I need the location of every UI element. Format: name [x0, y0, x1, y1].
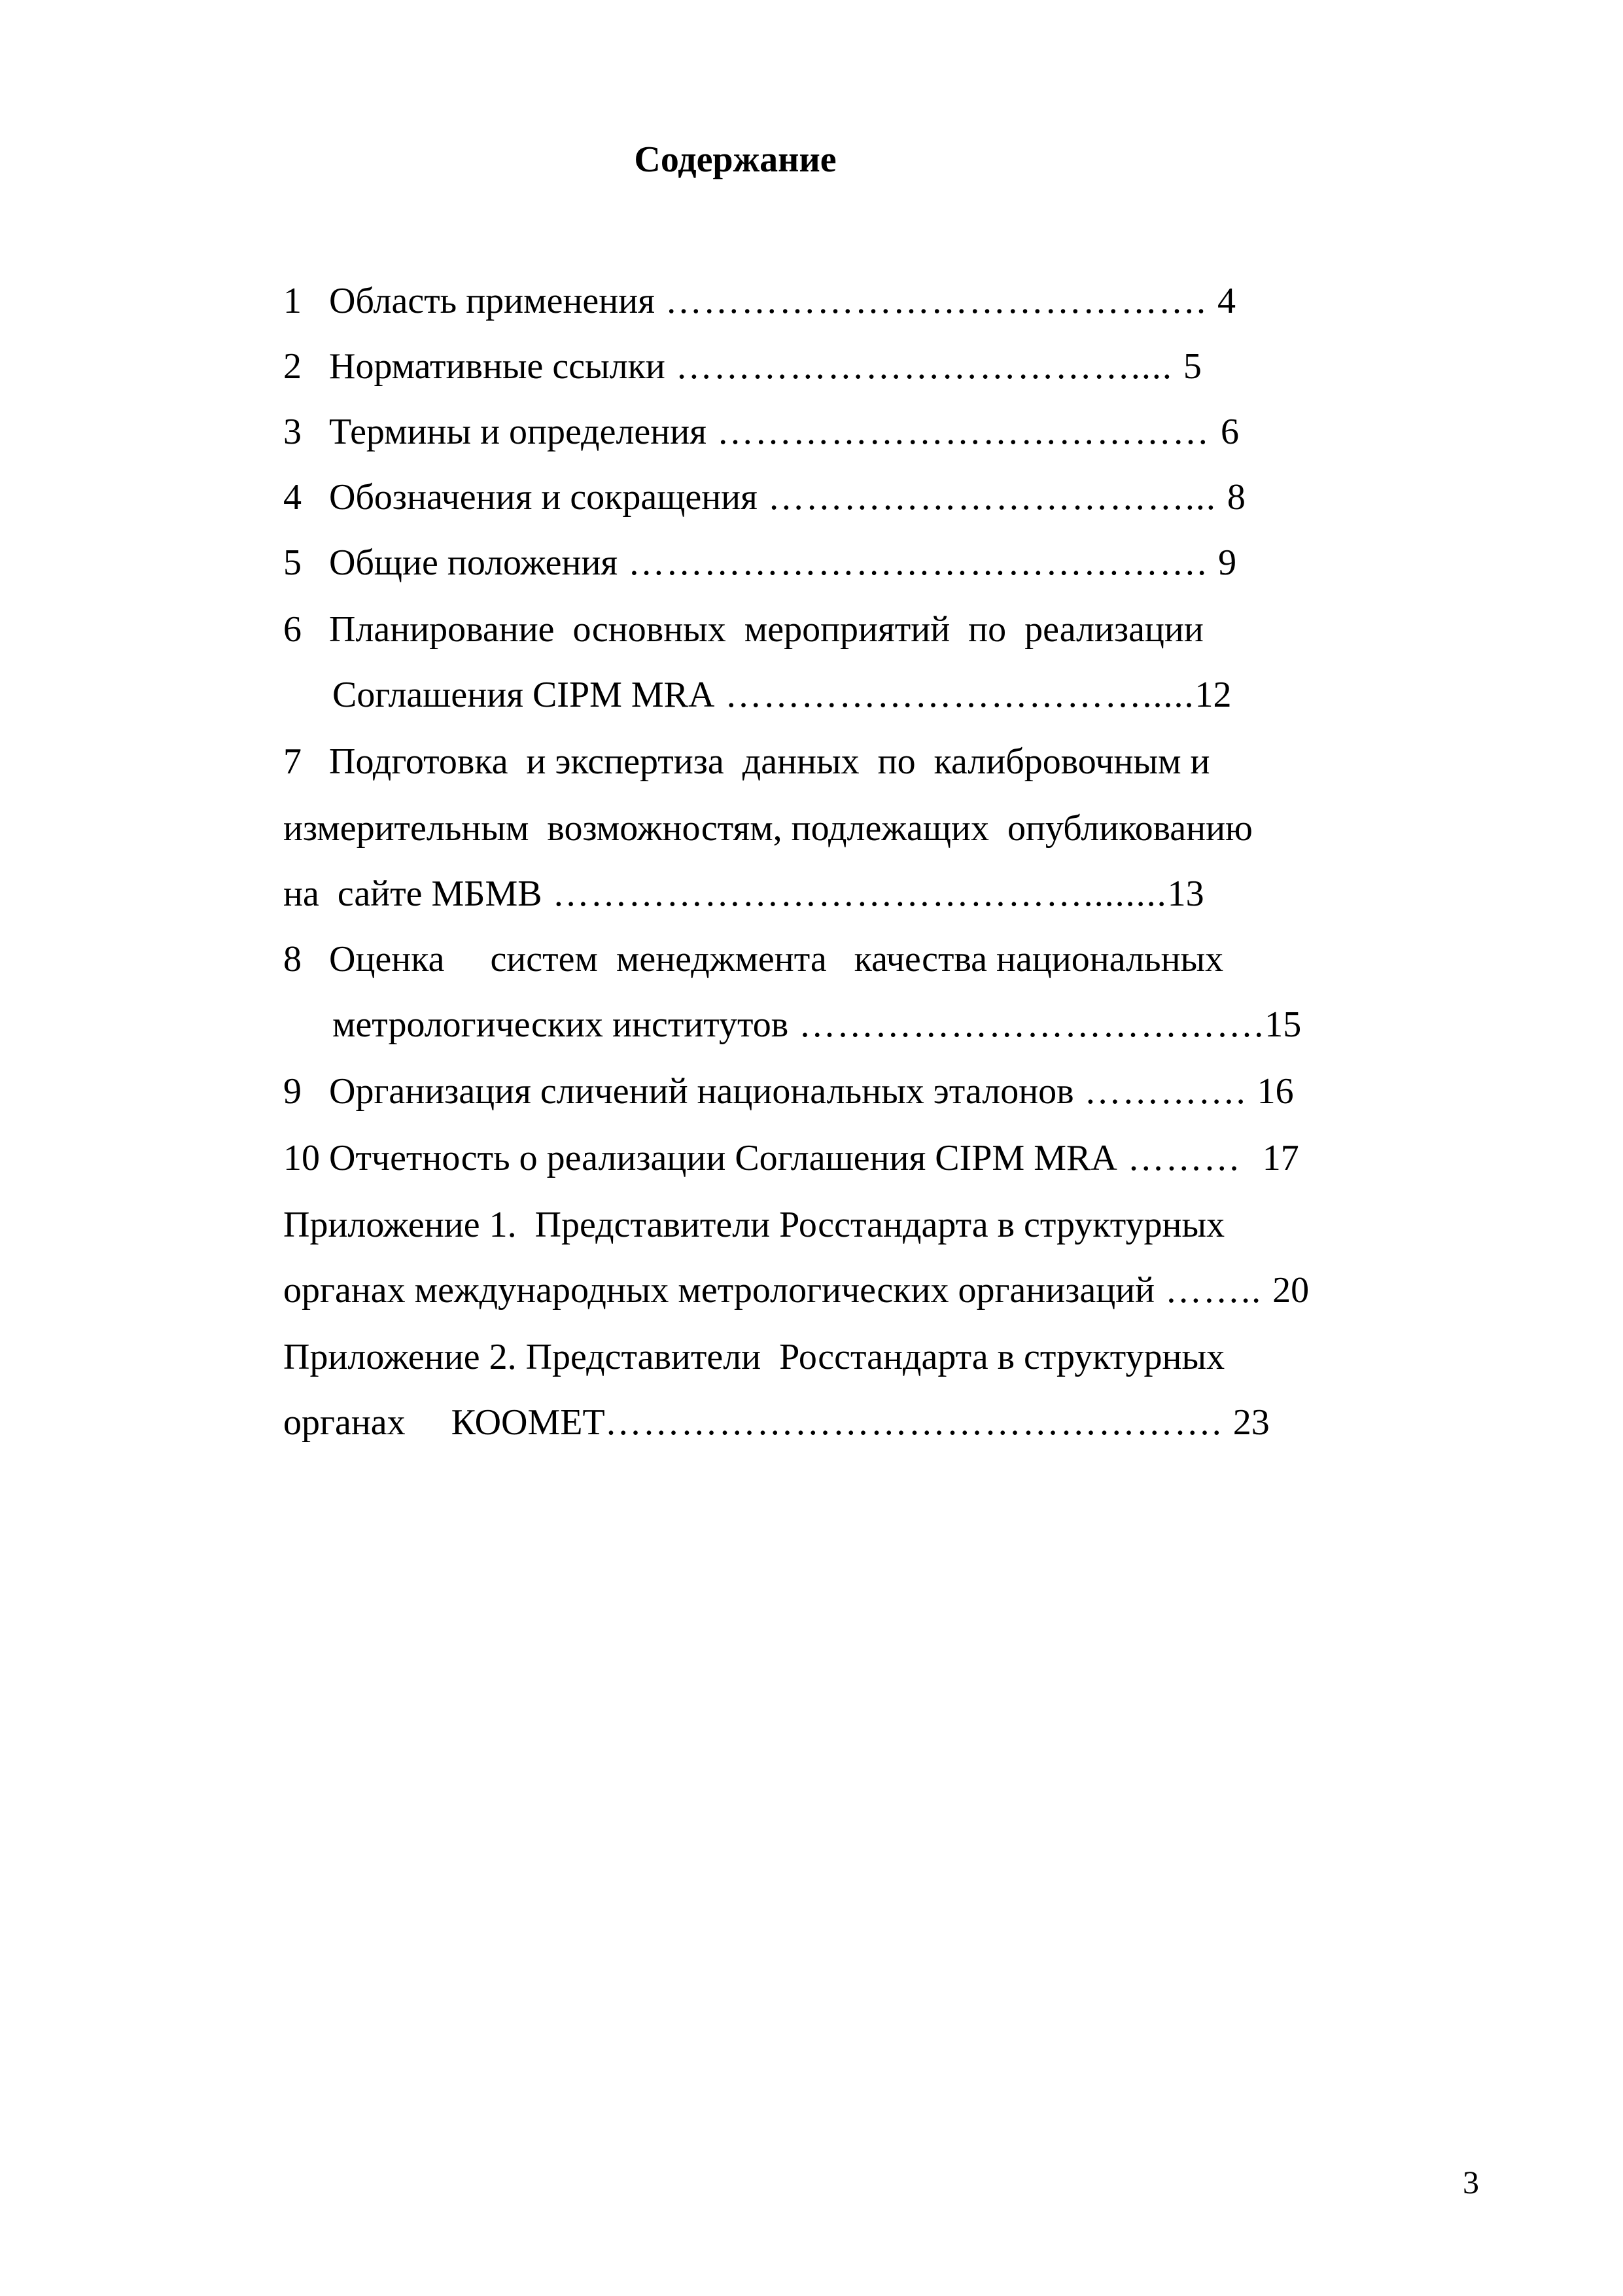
toc-page-number: 9: [1218, 542, 1237, 583]
toc-page-number: 12: [1195, 675, 1232, 715]
toc-entry-number: 5: [283, 542, 302, 583]
toc-entry-title: измерительным возможностям, подлежащих опубликованию: [283, 808, 1253, 849]
toc-leader-dots: ……..: [1155, 1270, 1273, 1311]
toc-entry-title: Отчетность о реализации Соглашения CIPM MRA: [329, 1138, 1117, 1178]
toc-leader-dots: ………………………………………….: [604, 1402, 1233, 1443]
toc-entry-title: Приложение 2. Представители Росстандарта в структурных: [283, 1337, 1225, 1377]
toc-page-number: 23: [1232, 1402, 1270, 1443]
toc-entry-title: Планирование основных мероприятий по реализации: [329, 609, 1204, 650]
toc-entry-title: Нормативные ссылки: [329, 346, 665, 387]
toc-leader-dots: …………………………….....: [714, 675, 1195, 715]
toc-page-number: 20: [1272, 1270, 1310, 1311]
toc-entry-title: Обозначения и сокращения: [329, 477, 758, 518]
toc-entry-number: 7: [283, 741, 302, 782]
toc-leader-dots: ………: [1117, 1138, 1263, 1178]
toc-entry-number: 1: [283, 281, 302, 321]
toc-entry-number: 3: [283, 412, 302, 452]
toc-entry-title: Термины и определения: [329, 412, 707, 452]
toc-heading: Содержание: [634, 139, 837, 180]
toc-page-number: 15: [1265, 1004, 1302, 1045]
toc-entry-number: 9: [283, 1071, 302, 1112]
toc-entry-title: органах международных метрологических организаций: [283, 1270, 1155, 1311]
toc-entry-title: Оценка систем менеджмента качества национальных: [329, 939, 1224, 980]
toc-entry-title: Область применения: [329, 281, 655, 321]
toc-entry-title: на сайте МБМВ: [283, 874, 542, 914]
toc-entry-title: Приложение 1. Представители Росстандарта в структурных: [283, 1205, 1225, 1245]
toc-entry-number: 2: [283, 346, 302, 387]
toc-entry-title: органах КООМЕТ: [283, 1402, 605, 1443]
toc-page-number: 4: [1217, 281, 1236, 321]
page-number: 3: [1463, 2164, 1479, 2200]
toc-entry-number: 8: [283, 939, 302, 980]
toc-entry-title: Подготовка и экспертиза данных по калибровочным и: [329, 741, 1210, 782]
toc-page-number: 6: [1220, 412, 1239, 452]
toc-entry-title: Общие положения: [329, 542, 618, 583]
toc-leader-dots: ……………………………….: [788, 1004, 1265, 1045]
toc-leader-dots: …………………………………….: [654, 281, 1217, 321]
toc-entry-number: 6: [283, 609, 302, 650]
toc-leader-dots: ……………………………………........: [542, 874, 1168, 914]
toc-entry-title: Организация сличений национальных эталонов: [329, 1071, 1074, 1112]
toc-entry-number: 10: [283, 1138, 320, 1178]
toc-page-number: 8: [1227, 477, 1246, 518]
toc-page-number: 16: [1257, 1071, 1294, 1112]
toc-page-number: 5: [1183, 346, 1202, 387]
toc-leader-dots: ……………………………...: [757, 477, 1227, 518]
toc-leader-dots: ……………………………………….: [618, 542, 1219, 583]
toc-entry-title: Соглашения CIPM MRA: [332, 675, 715, 715]
toc-appendix-2-continuation[interactable]: [265, 1344, 1270, 1449]
toc-leader-dots: ………………………………....: [665, 346, 1183, 387]
toc-leader-dots: …………………………………: [706, 412, 1221, 452]
toc-entry-number: 4: [283, 477, 302, 518]
toc-leader-dots: ………….: [1073, 1071, 1257, 1112]
toc-entry-title: метрологических институтов: [332, 1004, 789, 1045]
toc-page-number: 17: [1262, 1138, 1299, 1178]
toc-page-number: 13: [1167, 874, 1204, 914]
